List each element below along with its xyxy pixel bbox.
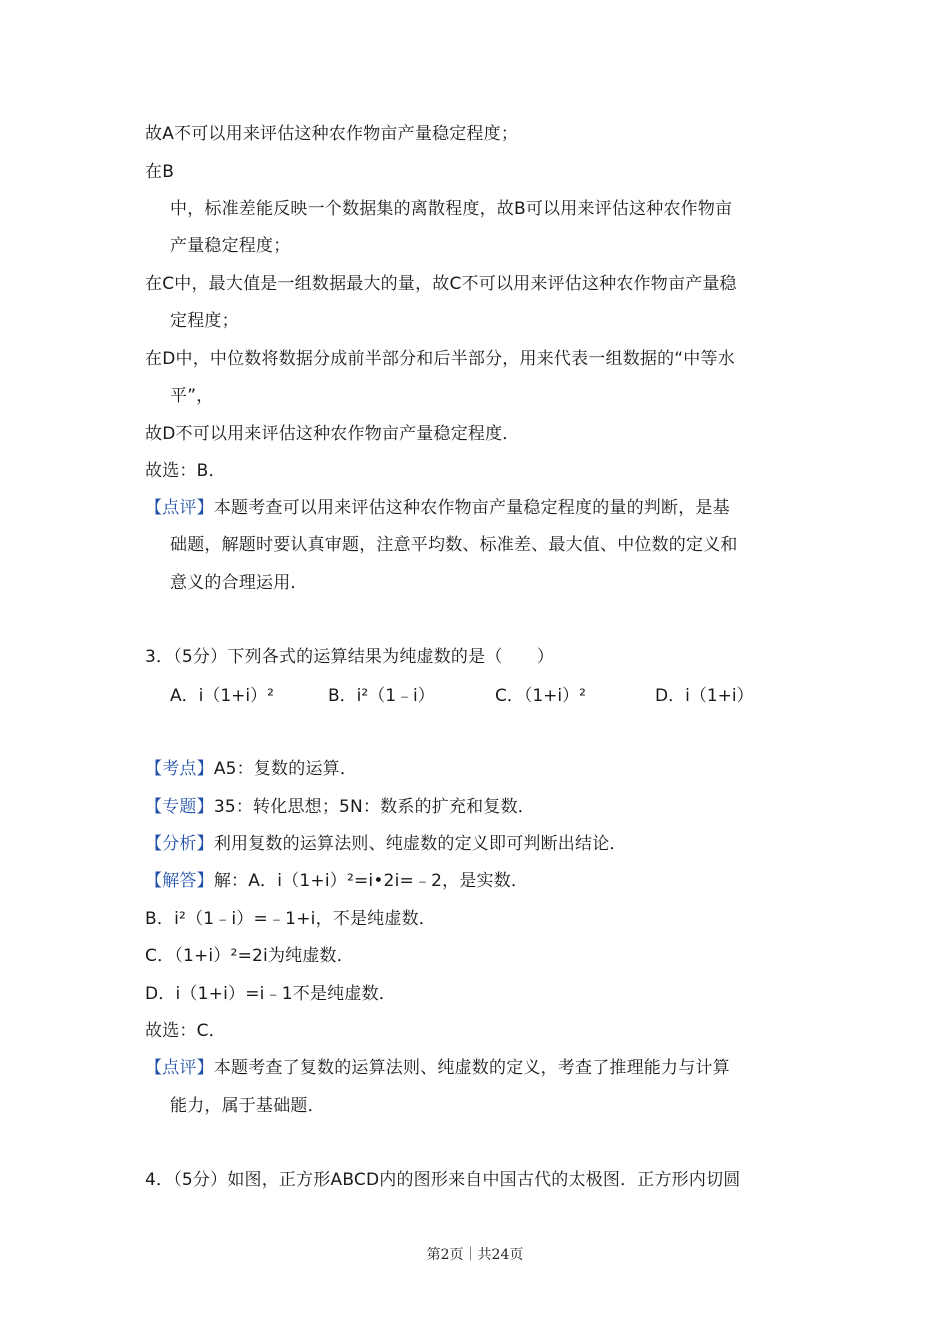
q3-option-c: C．（1+i）² [495, 686, 586, 706]
q2-line-3: 中，标准差能反映一个数据集的离散程度，故B可以用来评估这种农作物亩 [170, 199, 733, 219]
q3-comment [145, 1056, 730, 1080]
q2-line-7: 在D中，中位数将数据分成前半部分和后半部分，用来代表一组数据的“中等水 [145, 349, 735, 369]
q3-option-a: A．i（1+i）² [170, 686, 274, 706]
q2-line-8: 平”， [170, 386, 214, 406]
q3-sol-c: C．（1+i）²=2i为纯虚数． [145, 946, 354, 966]
page-footer: 第2页｜共24页 [426, 1247, 524, 1263]
q2-line-4: 产量稳定程度； [170, 236, 291, 256]
q3-jieda [145, 869, 528, 893]
q4-question: 4．（5分）如图，正方形ABCD内的图形来自中国古代的太极图．正方形内切圆 [145, 1170, 741, 1190]
q3-option-d: D．i（1+i） [655, 686, 754, 706]
q3-zhuanti-text: 35：转化思想；5N：数系的扩充和复数． [213, 797, 535, 817]
q2-line-5: 在C中，最大值是一组数据最大的量，故C不可以用来评估这种农作物亩产量稳 [145, 274, 737, 294]
q2-comment-text-1: 本题考查可以用来评估这种农作物亩产量稳定程度的量的判断，是基 [213, 498, 730, 518]
q2-answer: 故选：B． [145, 461, 226, 481]
q3-comment-text-2: 能力，属于基础题． [170, 1096, 325, 1116]
q2-line-1: 故A不可以用来评估这种农作物亩产量稳定程度； [145, 124, 519, 144]
q3-option-b: B．i²（1﹣i） [328, 686, 435, 706]
q3-kaodian-text: A5：复数的运算． [213, 759, 358, 779]
q3-sol-b: B．i²（1﹣i）=﹣1+i，不是纯虚数． [145, 909, 436, 929]
q3-jieda-tag: 【解答】 [145, 871, 214, 891]
q3-jieda-text: 解：A．i（1+i）²=i•2i=﹣2，是实数． [213, 871, 529, 891]
q3-fenxi [145, 832, 627, 856]
q3-fenxi-tag: 【分析】 [145, 834, 214, 854]
q3-comment-tag: 【点评】 [145, 1058, 214, 1078]
q3-question: 3．（5分）下列各式的运算结果为纯虚数的是（ ） [145, 647, 555, 667]
q2-line-2: 在B [145, 162, 175, 182]
q3-answer: 故选：C． [145, 1021, 226, 1041]
q3-comment-text-1: 本题考查了复数的运算法则、纯虚数的定义，考查了推理能力与计算 [213, 1058, 730, 1078]
q3-zhuanti [145, 795, 535, 819]
q2-line-9: 故D不可以用来评估这种农作物亩产量稳定程度． [145, 424, 520, 444]
q3-kaodian-tag: 【考点】 [145, 759, 214, 779]
q2-comment-text-3: 意义的合理运用． [170, 573, 308, 593]
q3-sol-d: D．i（1+i）=i﹣1不是纯虚数． [145, 984, 396, 1004]
q2-comment-text-2: 础题，解题时要认真审题，注意平均数、标准差、最大值、中位数的定义和 [170, 535, 738, 555]
q3-zhuanti-tag: 【专题】 [145, 797, 214, 817]
q3-fenxi-text: 利用复数的运算法则、纯虚数的定义即可判断出结论． [213, 834, 627, 854]
q2-comment-tag: 【点评】 [145, 498, 214, 518]
q3-kaodian [145, 757, 357, 781]
q2-comment [145, 496, 730, 520]
q2-line-6: 定程度； [170, 311, 239, 331]
